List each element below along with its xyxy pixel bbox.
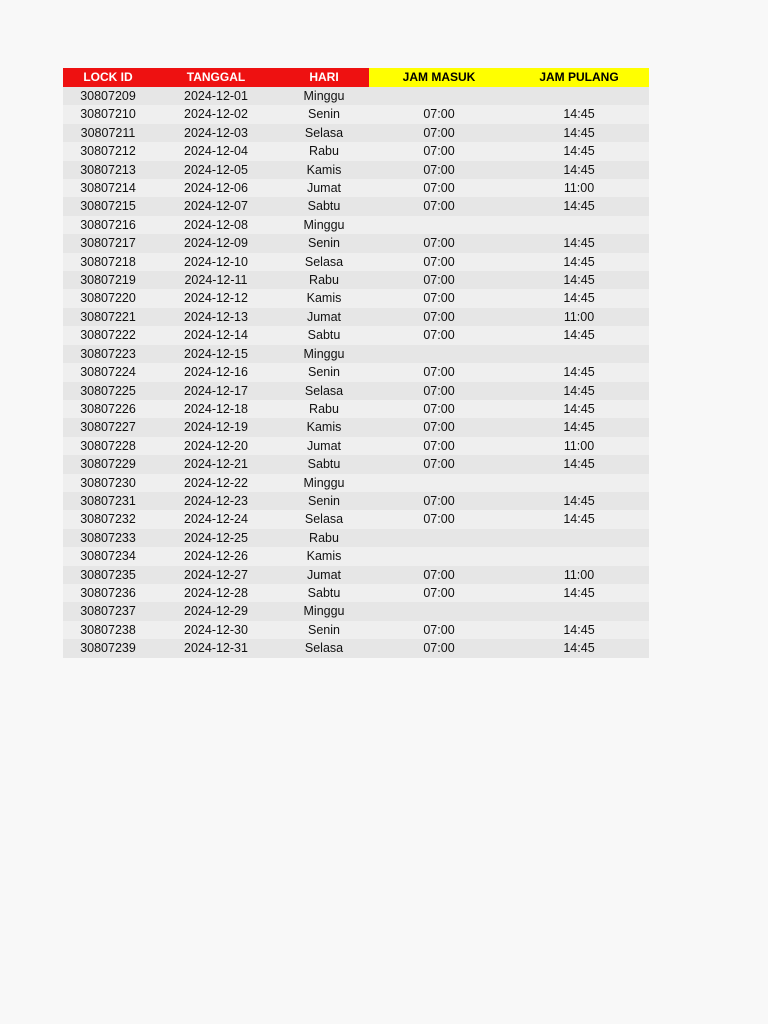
cell-tanggal: 2024-12-14: [153, 326, 279, 344]
cell-jam-masuk: [369, 345, 509, 363]
cell-jam-masuk: 07:00: [369, 437, 509, 455]
cell-tanggal: 2024-12-01: [153, 87, 279, 105]
cell-hari: Minggu: [279, 602, 369, 620]
table-row: [63, 363, 649, 381]
table-row: [63, 179, 649, 197]
table-row: [63, 566, 649, 584]
cell-jam-masuk: 07:00: [369, 400, 509, 418]
cell-tanggal: 2024-12-25: [153, 529, 279, 547]
cell-jam-masuk: 07:00: [369, 621, 509, 639]
cell-hari: Sabtu: [279, 455, 369, 473]
cell-hari: Kamis: [279, 161, 369, 179]
cell-tanggal: 2024-12-28: [153, 584, 279, 602]
cell-jam-pulang: 14:45: [509, 363, 649, 381]
cell-lock-id: 30807232: [63, 510, 153, 528]
header-row: [63, 68, 649, 87]
cell-jam-pulang: 11:00: [509, 179, 649, 197]
table-row: [63, 271, 649, 289]
cell-lock-id: 30807228: [63, 437, 153, 455]
table-row: [63, 492, 649, 510]
cell-tanggal: 2024-12-07: [153, 197, 279, 215]
cell-jam-masuk: 07:00: [369, 308, 509, 326]
cell-jam-pulang: 14:45: [509, 289, 649, 307]
cell-tanggal: 2024-12-05: [153, 161, 279, 179]
cell-jam-masuk: [369, 529, 509, 547]
cell-hari: Senin: [279, 621, 369, 639]
cell-jam-pulang: 14:45: [509, 234, 649, 252]
cell-hari: Minggu: [279, 345, 369, 363]
cell-lock-id: 30807212: [63, 142, 153, 160]
cell-tanggal: 2024-12-09: [153, 234, 279, 252]
cell-tanggal: 2024-12-10: [153, 253, 279, 271]
cell-lock-id: 30807226: [63, 400, 153, 418]
cell-hari: Rabu: [279, 142, 369, 160]
table-row: [63, 547, 649, 565]
cell-jam-pulang: 14:45: [509, 326, 649, 344]
cell-jam-pulang: [509, 474, 649, 492]
cell-hari: Jumat: [279, 437, 369, 455]
table-row: [63, 584, 649, 602]
cell-lock-id: 30807217: [63, 234, 153, 252]
cell-jam-pulang: 14:45: [509, 621, 649, 639]
cell-lock-id: 30807219: [63, 271, 153, 289]
cell-hari: Selasa: [279, 382, 369, 400]
table-row: [63, 639, 649, 657]
cell-hari: Senin: [279, 105, 369, 123]
cell-jam-pulang: [509, 87, 649, 105]
table-row: [63, 382, 649, 400]
cell-jam-pulang: [509, 602, 649, 620]
cell-jam-pulang: 14:45: [509, 105, 649, 123]
table-row: [63, 124, 649, 142]
cell-tanggal: 2024-12-03: [153, 124, 279, 142]
cell-jam-pulang: 14:45: [509, 271, 649, 289]
cell-lock-id: 30807235: [63, 566, 153, 584]
cell-jam-masuk: 07:00: [369, 271, 509, 289]
cell-jam-pulang: 14:45: [509, 124, 649, 142]
cell-jam-masuk: 07:00: [369, 179, 509, 197]
cell-jam-pulang: [509, 216, 649, 234]
cell-lock-id: 30807229: [63, 455, 153, 473]
table-row: [63, 345, 649, 363]
cell-lock-id: 30807221: [63, 308, 153, 326]
cell-hari: Selasa: [279, 510, 369, 528]
cell-jam-pulang: 14:45: [509, 161, 649, 179]
cell-jam-pulang: 14:45: [509, 455, 649, 473]
table-row: [63, 216, 649, 234]
cell-jam-masuk: 07:00: [369, 234, 509, 252]
table-row: [63, 234, 649, 252]
cell-hari: Selasa: [279, 253, 369, 271]
cell-hari: Selasa: [279, 124, 369, 142]
cell-hari: Rabu: [279, 400, 369, 418]
attendance-sheet: [63, 68, 649, 658]
cell-lock-id: 30807223: [63, 345, 153, 363]
cell-jam-pulang: 11:00: [509, 308, 649, 326]
table-row: [63, 326, 649, 344]
cell-hari: Sabtu: [279, 584, 369, 602]
cell-jam-masuk: 07:00: [369, 161, 509, 179]
table-row: [63, 289, 649, 307]
cell-jam-pulang: 11:00: [509, 437, 649, 455]
cell-lock-id: 30807234: [63, 547, 153, 565]
table-body: [63, 87, 649, 658]
table-row: [63, 253, 649, 271]
cell-hari: Jumat: [279, 179, 369, 197]
cell-hari: Sabtu: [279, 326, 369, 344]
cell-hari: Senin: [279, 234, 369, 252]
cell-jam-masuk: 07:00: [369, 289, 509, 307]
table-row: [63, 510, 649, 528]
cell-hari: Kamis: [279, 418, 369, 436]
cell-jam-masuk: 07:00: [369, 363, 509, 381]
header-jam-pulang: JAM PULANG: [509, 68, 649, 87]
cell-tanggal: 2024-12-19: [153, 418, 279, 436]
cell-jam-masuk: [369, 547, 509, 565]
cell-jam-pulang: 14:45: [509, 639, 649, 657]
cell-tanggal: 2024-12-04: [153, 142, 279, 160]
table-row: [63, 437, 649, 455]
cell-lock-id: 30807215: [63, 197, 153, 215]
cell-tanggal: 2024-12-27: [153, 566, 279, 584]
header-jam-masuk: JAM MASUK: [369, 68, 509, 87]
cell-jam-masuk: 07:00: [369, 253, 509, 271]
cell-hari: Kamis: [279, 289, 369, 307]
cell-hari: Minggu: [279, 216, 369, 234]
cell-jam-pulang: [509, 529, 649, 547]
cell-tanggal: 2024-12-31: [153, 639, 279, 657]
cell-jam-masuk: [369, 216, 509, 234]
cell-tanggal: 2024-12-24: [153, 510, 279, 528]
cell-lock-id: 30807220: [63, 289, 153, 307]
cell-tanggal: 2024-12-08: [153, 216, 279, 234]
cell-jam-masuk: 07:00: [369, 492, 509, 510]
cell-lock-id: 30807216: [63, 216, 153, 234]
cell-tanggal: 2024-12-21: [153, 455, 279, 473]
cell-tanggal: 2024-12-16: [153, 363, 279, 381]
table-row: [63, 142, 649, 160]
cell-tanggal: 2024-12-17: [153, 382, 279, 400]
cell-hari: Selasa: [279, 639, 369, 657]
cell-tanggal: 2024-12-29: [153, 602, 279, 620]
cell-lock-id: 30807224: [63, 363, 153, 381]
cell-hari: Jumat: [279, 308, 369, 326]
cell-lock-id: 30807230: [63, 474, 153, 492]
cell-jam-masuk: [369, 87, 509, 105]
cell-tanggal: 2024-12-15: [153, 345, 279, 363]
cell-hari: Jumat: [279, 566, 369, 584]
cell-jam-masuk: 07:00: [369, 510, 509, 528]
cell-lock-id: 30807222: [63, 326, 153, 344]
table-row: [63, 308, 649, 326]
cell-lock-id: 30807238: [63, 621, 153, 639]
table-row: [63, 161, 649, 179]
cell-hari: Minggu: [279, 474, 369, 492]
cell-jam-pulang: 14:45: [509, 510, 649, 528]
cell-tanggal: 2024-12-30: [153, 621, 279, 639]
header-hari: HARI: [279, 68, 369, 87]
cell-jam-masuk: 07:00: [369, 584, 509, 602]
cell-jam-masuk: 07:00: [369, 124, 509, 142]
cell-lock-id: 30807218: [63, 253, 153, 271]
cell-jam-pulang: 14:45: [509, 492, 649, 510]
cell-tanggal: 2024-12-12: [153, 289, 279, 307]
cell-lock-id: 30807239: [63, 639, 153, 657]
cell-tanggal: 2024-12-23: [153, 492, 279, 510]
table-row: [63, 105, 649, 123]
cell-lock-id: 30807231: [63, 492, 153, 510]
table-row: [63, 455, 649, 473]
table-row: [63, 400, 649, 418]
cell-lock-id: 30807210: [63, 105, 153, 123]
cell-tanggal: 2024-12-13: [153, 308, 279, 326]
cell-jam-masuk: 07:00: [369, 197, 509, 215]
cell-tanggal: 2024-12-20: [153, 437, 279, 455]
table-row: [63, 621, 649, 639]
cell-jam-masuk: 07:00: [369, 105, 509, 123]
cell-jam-masuk: 07:00: [369, 639, 509, 657]
cell-jam-pulang: [509, 345, 649, 363]
cell-jam-masuk: 07:00: [369, 326, 509, 344]
table-row: [63, 602, 649, 620]
table-row: [63, 418, 649, 436]
cell-jam-masuk: [369, 474, 509, 492]
cell-jam-pulang: 14:45: [509, 584, 649, 602]
table-header: [63, 68, 649, 87]
cell-hari: Rabu: [279, 529, 369, 547]
cell-jam-masuk: 07:00: [369, 142, 509, 160]
table-row: [63, 87, 649, 105]
cell-hari: Senin: [279, 492, 369, 510]
cell-tanggal: 2024-12-26: [153, 547, 279, 565]
cell-tanggal: 2024-12-22: [153, 474, 279, 492]
cell-jam-pulang: 14:45: [509, 142, 649, 160]
cell-lock-id: 30807213: [63, 161, 153, 179]
cell-jam-pulang: 11:00: [509, 566, 649, 584]
cell-tanggal: 2024-12-02: [153, 105, 279, 123]
cell-tanggal: 2024-12-18: [153, 400, 279, 418]
cell-jam-masuk: 07:00: [369, 455, 509, 473]
cell-hari: Sabtu: [279, 197, 369, 215]
cell-hari: Kamis: [279, 547, 369, 565]
cell-lock-id: 30807236: [63, 584, 153, 602]
header-tanggal: TANGGAL: [153, 68, 279, 87]
cell-jam-pulang: 14:45: [509, 382, 649, 400]
cell-hari: Minggu: [279, 87, 369, 105]
cell-jam-masuk: [369, 602, 509, 620]
table-row: [63, 197, 649, 215]
cell-tanggal: 2024-12-11: [153, 271, 279, 289]
cell-jam-pulang: 14:45: [509, 400, 649, 418]
cell-jam-masuk: 07:00: [369, 418, 509, 436]
cell-lock-id: 30807227: [63, 418, 153, 436]
cell-jam-masuk: 07:00: [369, 566, 509, 584]
cell-hari: Rabu: [279, 271, 369, 289]
cell-lock-id: 30807214: [63, 179, 153, 197]
header-lock-id: LOCK ID: [63, 68, 153, 87]
cell-jam-pulang: 14:45: [509, 253, 649, 271]
cell-jam-masuk: 07:00: [369, 382, 509, 400]
table-row: [63, 474, 649, 492]
cell-lock-id: 30807225: [63, 382, 153, 400]
attendance-table: [63, 68, 649, 658]
cell-jam-pulang: 14:45: [509, 418, 649, 436]
cell-lock-id: 30807209: [63, 87, 153, 105]
cell-jam-pulang: [509, 547, 649, 565]
cell-lock-id: 30807233: [63, 529, 153, 547]
cell-hari: Senin: [279, 363, 369, 381]
table-row: [63, 529, 649, 547]
cell-tanggal: 2024-12-06: [153, 179, 279, 197]
cell-jam-pulang: 14:45: [509, 197, 649, 215]
cell-lock-id: 30807211: [63, 124, 153, 142]
cell-lock-id: 30807237: [63, 602, 153, 620]
